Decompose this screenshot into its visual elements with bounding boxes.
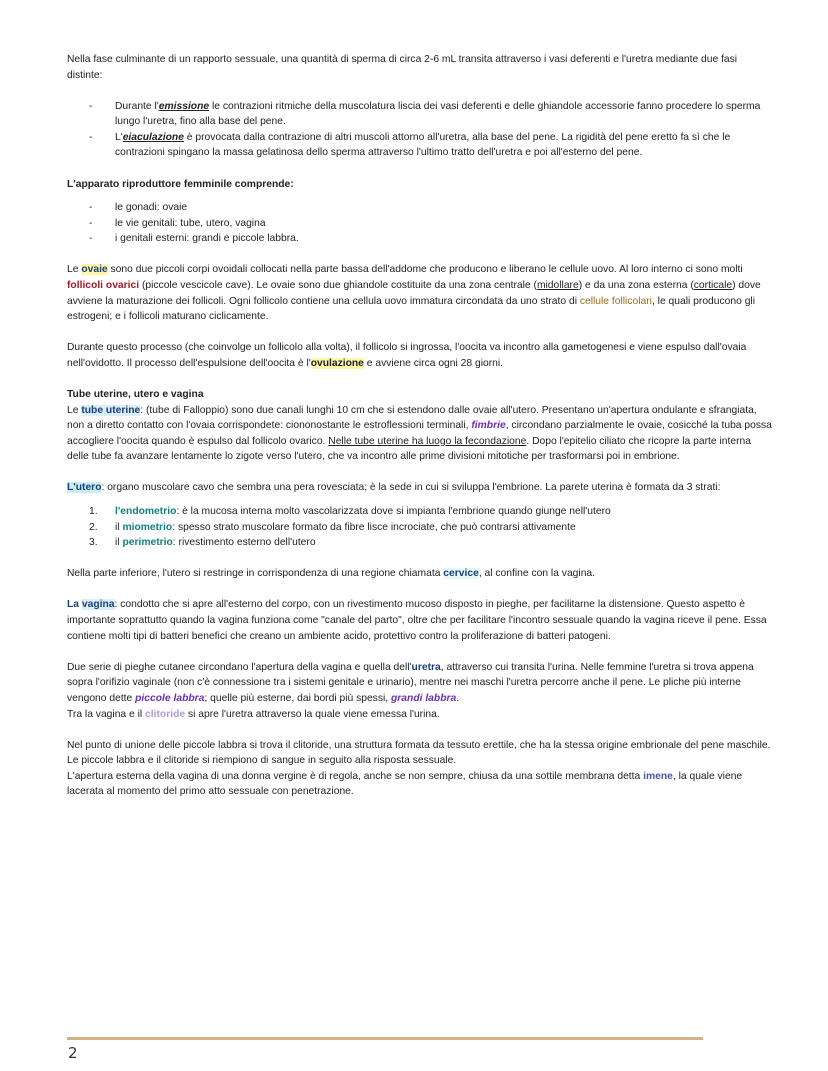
term-endometrio: l'endometrio bbox=[115, 506, 177, 518]
list-item: 3. il perimetrio: rivestimento esterno dell'utero bbox=[89, 537, 316, 549]
term-perimetrio: perimetrio bbox=[122, 537, 173, 549]
term-ovaie: ovaie bbox=[81, 264, 108, 276]
document-page bbox=[67, 52, 775, 800]
list-item: - Durante l'emissione le contrazioni ritmiche della muscolatura liscia dei vasi deferenti e delle ghiandole accessorie fanno procedere lo sperma lungo l'uretra, fino alla base del pene. bbox=[67, 99, 775, 130]
folds-paragraph: Due serie di pieghe cutanee circondano l'apertura della vagina e quella dell'uretra, attraverso cui transita l'urina. Nelle femmine l'uretra si trova appena sopra l'orifizio vaginale (non c'è connessione tra i sistemi genitale e urinario), mentre nei maschi l'uretra percorre anche il pene. Le pliche più interne vengono dette piccole labbra; quelle più esterne, dai bordi più spessi, grandi labbra. bbox=[67, 661, 754, 704]
term-cervice: cervice bbox=[443, 568, 479, 580]
fecondazione-note: Nelle tube uterine ha luogo la fecondazione bbox=[328, 435, 527, 447]
term-miometrio: miometrio bbox=[122, 521, 173, 533]
urethra-line: Tra la vagina e il clitoride si apre l'uretra attraverso la quale viene emessa l'urina. bbox=[67, 708, 440, 720]
uterus-layers-list bbox=[67, 504, 775, 551]
term-follicoli-ovarici: follicoli ovarici bbox=[67, 280, 140, 292]
cervix-paragraph: Nella parte inferiore, l'utero si restringe in corrispondenza di una regione chiamata cervice, al confine con la vagina. bbox=[67, 568, 596, 580]
list-item: - le vie genitali: tube, utero, vagina bbox=[67, 216, 775, 232]
term-cellule-follicolari: cellule follicolari bbox=[579, 295, 652, 307]
term-grandi-labbra: grandi labbra bbox=[391, 692, 457, 704]
intro-paragraph: Nella fase culminante di un rapporto sessuale, una quantità di sperma di circa 2-6 mL transita attraverso i vasi deferenti e l'uretra mediante due fasi distinte: bbox=[67, 54, 738, 81]
term-utero: L'utero bbox=[67, 482, 102, 494]
term-ovulazione: ovulazione bbox=[310, 357, 364, 369]
hymen-paragraph: L'apertura esterna della vagina di una donna vergine è di regola, anche se non sempre, chiusa da una sottile membrana detta imene, la quale viene lacerata al momento del primo atto sessuale con penetrazione. bbox=[67, 770, 743, 798]
term-tube-uterine: tube uterine bbox=[81, 404, 141, 416]
list-item: 1. l'endometrio: è la mucosa interna molto vascolarizzata dove si impianta l'embrione quando giunge nell'utero bbox=[89, 506, 611, 518]
list-item: - i genitali esterni: grandi e piccole labbra. bbox=[67, 231, 775, 247]
female-system-list bbox=[67, 200, 775, 247]
term-fimbrie: fimbrie bbox=[471, 420, 506, 432]
female-system-heading: L'apparato riproduttore femminile comprende: bbox=[67, 178, 294, 190]
term-midollare: midollare bbox=[536, 280, 579, 292]
term-emissione: emissione bbox=[158, 100, 210, 112]
list-item: - L'eiaculazione è provocata dalla contrazione di altri muscoli attorno all'uretra, alla base del pene. La rigidità del pene eretto fa sì che le contrazioni spingano la massa gelatinosa dello sperma attraverso l'ultimo tratto dell'uretra e poi all'esterno del pene. bbox=[67, 130, 775, 161]
term-uretra: uretra bbox=[411, 661, 441, 673]
ovaries-paragraph: Le ovaie sono due piccoli corpi ovoidali collocati nella parte bassa dell'addome che producono e liberano le cellule uovo. Al loro interno ci sono molti follicoli ovarici (piccole vescicole cave). Le ovaie sono due ghiandole costituite da una zona centrale (midollare) e da una zona esterna (corticale) dove avviene la maturazione dei follicoli. Ogni follicolo contiene una cellula uovo immatura circondata da uno strato di cellule follicolari, le quali producono gli estrogeni; e i follicoli maturano ciclicamente. bbox=[67, 264, 761, 323]
term-clitoride: clitoride bbox=[145, 708, 186, 720]
term-piccole-labbra: piccole labbra bbox=[135, 692, 205, 704]
uterus-paragraph: L'utero: organo muscolare cavo che sembra una pera rovesciata; è la sede in cui si sviluppa l'embrione. La parete uterina è formata da 3 strati: bbox=[67, 482, 721, 494]
term-vagina: vagina bbox=[81, 599, 115, 611]
page-number: 2 bbox=[68, 1044, 78, 1062]
list-item: - le gonadi: ovaie bbox=[67, 200, 775, 216]
list-item: 2. il miometrio: spesso strato muscolare formato da fibre lisce incrociate, che può contrarsi attivamente bbox=[89, 521, 576, 533]
tubes-paragraph: Le tube uterine: (tube di Falloppio) sono due canali lunghi 10 cm che si estendono dalle ovaie all'utero. Presentano un'apertura ondulante e sfrangiata, non a diretto contatto con l'ovaia corrispondete: ciononostante le estroflessioni terminali, fimbrie, circondano parzialmente le ovaie, cosicché la tuba possa accogliere l'oocita quando è espulso dal follicolo ovarico. Nelle tube uterine ha luogo la fecondazione. Dopo l'epitelio ciliato che ricopre la parte interna delle tube fa avanzare lentamente lo zigote verso l'utero, che va incontro alle prime divisioni mitotiche per trasformarsi poi in embrione. bbox=[67, 404, 772, 463]
term-eiaculazione: eiaculazione bbox=[122, 131, 184, 143]
ejaculation-phases-list bbox=[67, 99, 775, 161]
footer-rule bbox=[67, 1037, 703, 1040]
tubes-heading: Tube uterine, utero e vagina bbox=[67, 389, 204, 400]
clitoris-paragraph: Nel punto di unione delle piccole labbra si trova il clitoride, una struttura formata da tessuto erettile, che ha la stessa origine embrionale del pene maschile. Le piccole labbra e il clitoride si riempiono di sangue in seguito alla risposta sessuale. bbox=[67, 739, 771, 767]
ovulation-paragraph: Durante questo processo (che coinvolge un follicolo alla volta), il follicolo si ingrossa, l'oocita va incontro alla gametogenesi e viene espulso dall'ovaia nell'ovidotto. Il processo dell'espulsione dell'oocita è l'ovulazione e avviene circa ogni 28 giorni. bbox=[67, 342, 747, 369]
term-corticale: corticale bbox=[693, 280, 733, 292]
vagina-paragraph: La vagina: condotto che si apre all'esterno del corpo, con un rivestimento mucoso disposto in pieghe, per facilitarne la distensione. Questo aspetto è importante soprattutto quando la vagina funziona come "canale del parto", oltre che per facilitare l'incontro sessuale quando la vagina riceve il pene. Essa contiene molti tipi di batteri benefici che creano un ambiente acido, protettivo contro la proliferazione di batteri patogeni. bbox=[67, 599, 767, 642]
term-imene: imene bbox=[643, 770, 673, 782]
